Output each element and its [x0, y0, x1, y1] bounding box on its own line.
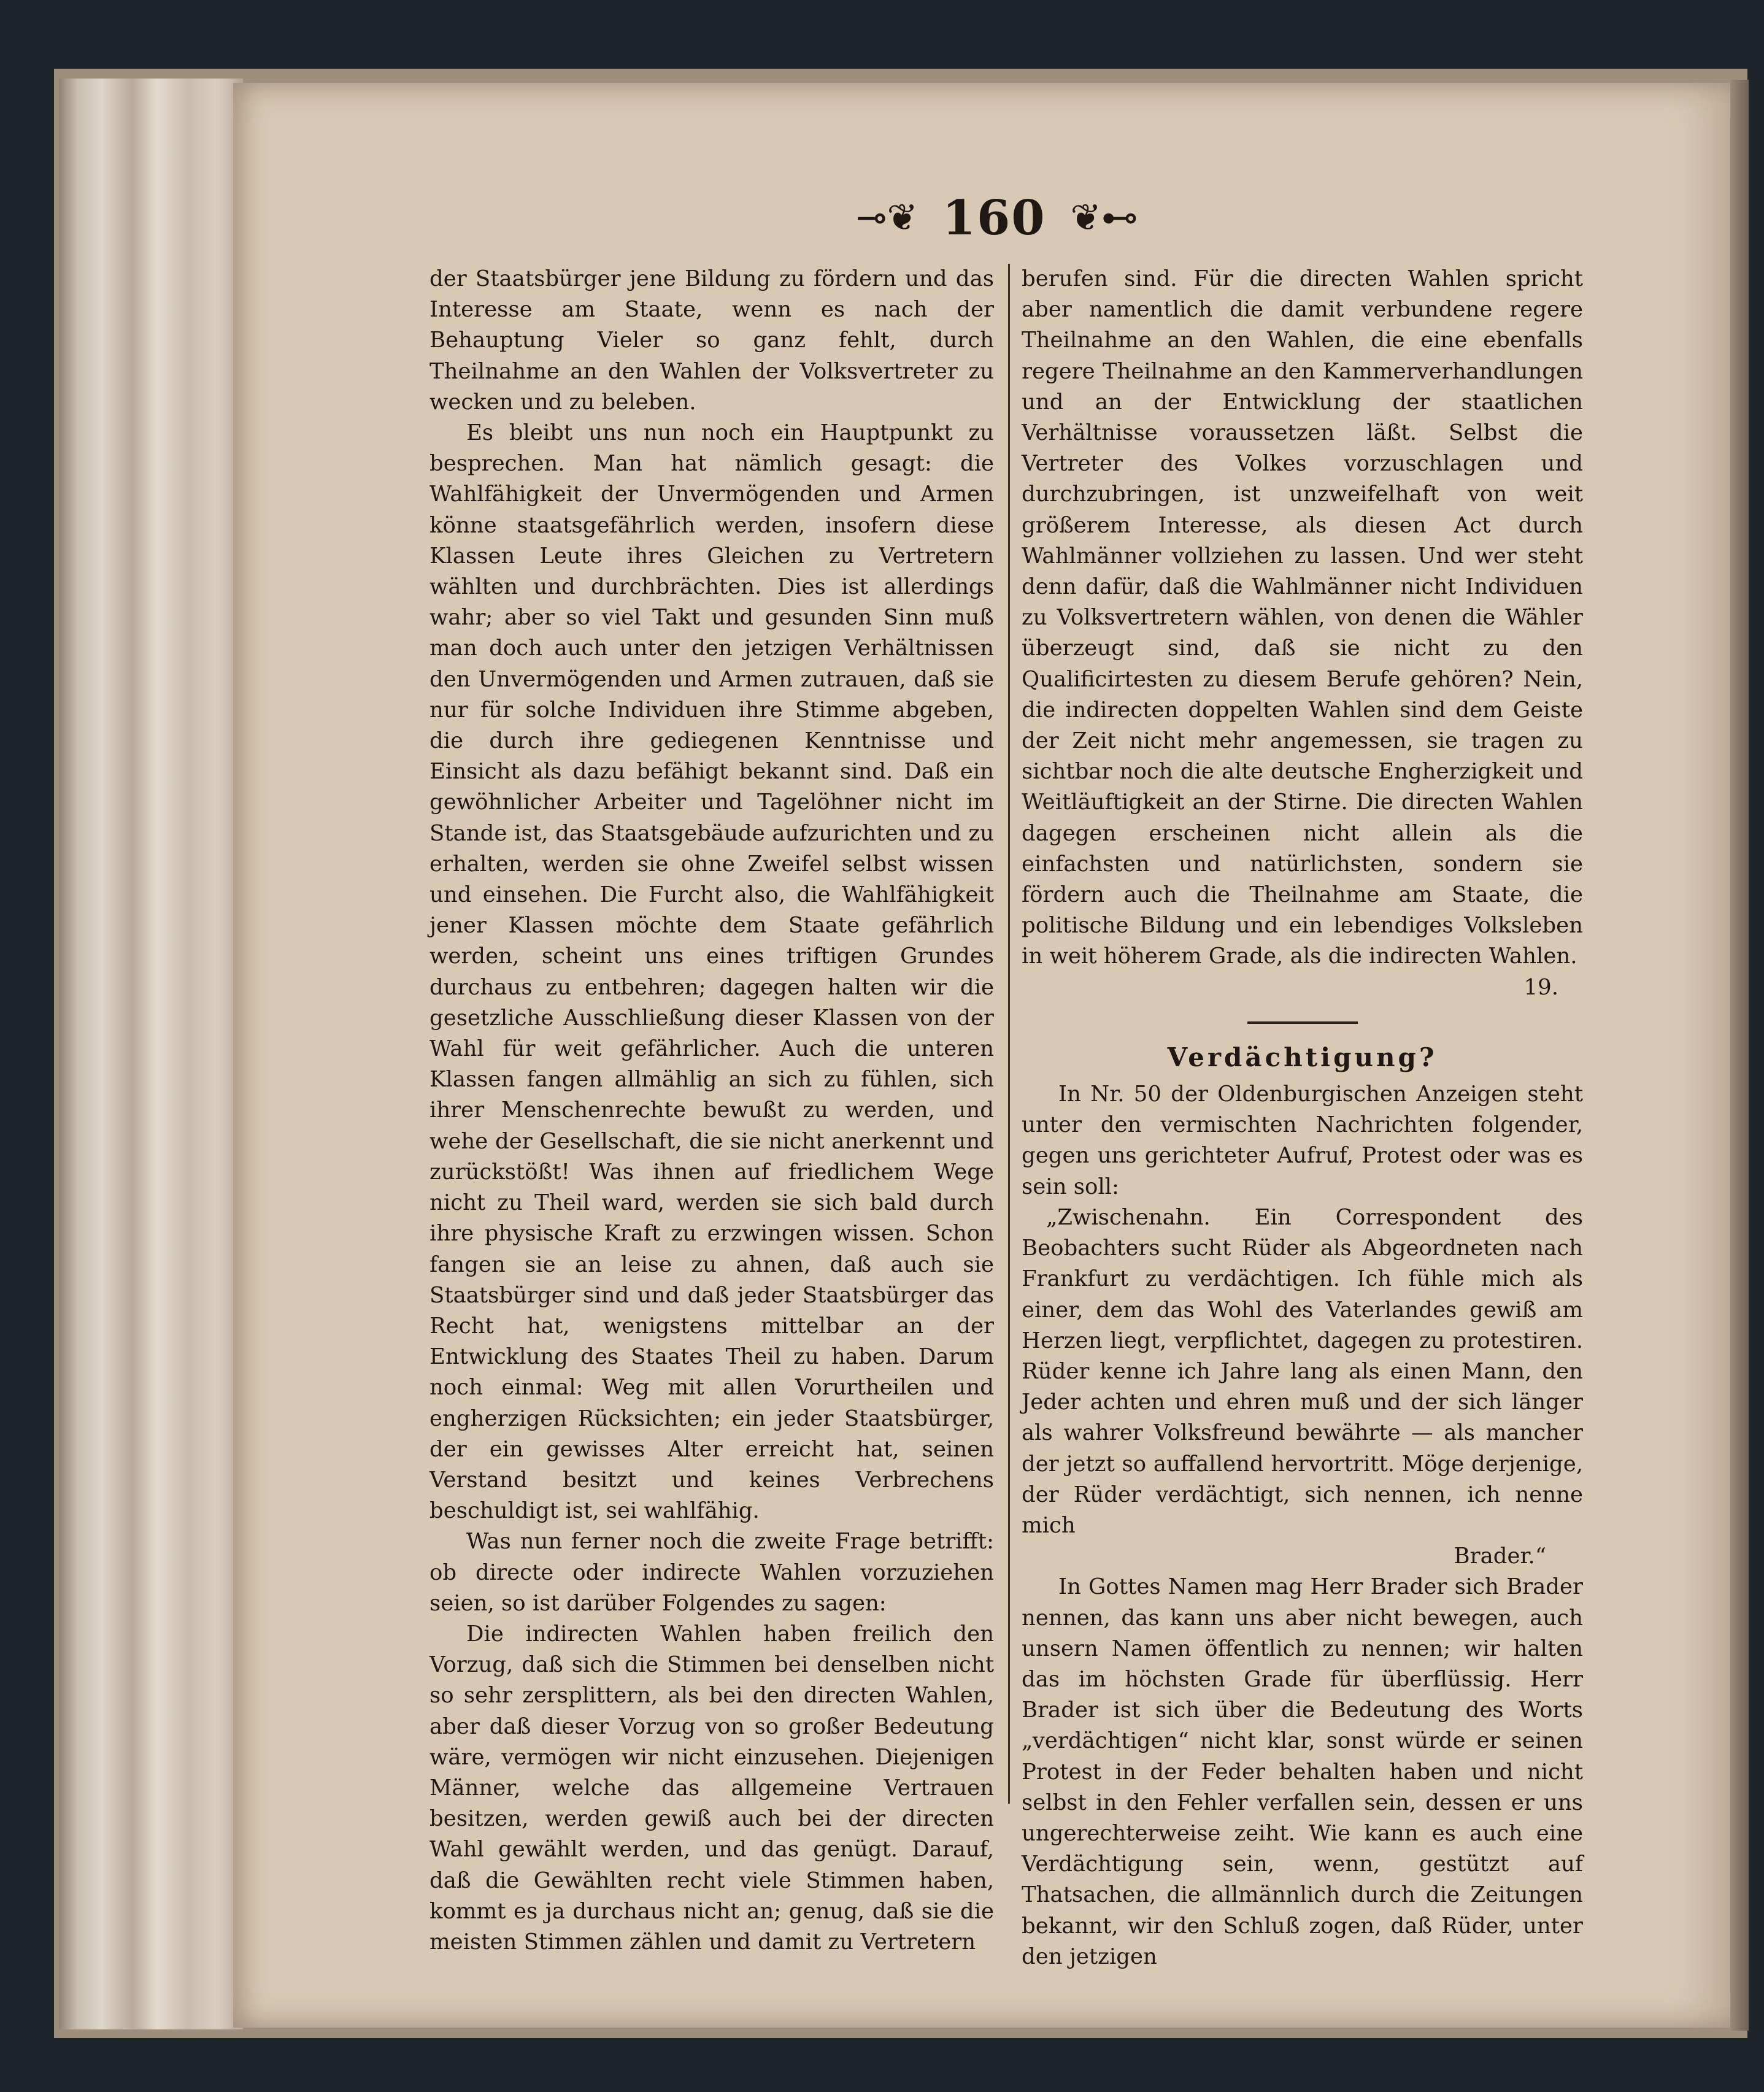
- article-signature: 19.: [1523, 974, 1558, 1000]
- paragraph-hauptpunkt: Es bleibt uns nun noch ein Hauptpunkt zu besprechen. Man hat nämlich gesagt: die Wahlfähigkeit der Unvermögenden und Armen könne staatsgefährlich werden, insofern diese Klassen Leute ihres Gleichen zu Vertretern wählten und durchbrächten. Dies ist allerdings wahr; aber so viel Takt und gesunden Sinn muß man doch auch unter den jetzigen Verhältnissen den Unvermögenden und Armen zutrauen, daß sie nur für solche Individuen ihre Stimme abgeben, die durch ihre gediegenen Kenntnisse und Einsicht als dazu befähigt bekannt sind. Daß ein gewöhnlicher Arbeiter und Tagelöhner nicht im Stande ist, das Staatsgebäude aufzurichten und zu erhalten, werden sie ohne Zweifel selbst wissen und einsehen. Die Furcht also, die Wahlfähigkeit jener Klassen möchte dem Staate gefährlich werden, scheint uns eines triftigen Grundes durchaus zu entbehren; dagegen halten wir die gesetzliche Ausschließung dieser Klassen von der Wahl für weit gefährlicher. Auch die unteren Klassen fangen allmählig an sich zu fühlen, sich ihrer Menschenrechte bewußt zu werden, und wehe der Gesellschaft, die sie nicht anerkennt und zurückstößt! Was ihnen auf friedlichem Wege nicht zu Theil ward, werden sie sich bald durch ihre physische Kraft zu erzwingen wissen. Schon fangen sie an leise zu ahnen, daß auch sie Staatsbürger sind und daß jeder Staatsbürger das Recht hat, wenigstens mittelbar an der Entwicklung des Staates Theil zu haben. Darum noch einmal: Weg mit allen Vorurtheilen und engherzigen Rücksichten; ein jeder Staatsbürger, der ein gewisses Alter erreicht hat, seinen Verstand besitzt und keines Verbrechens beschuldigt ist, sei wahlfähig.: [429, 420, 994, 1524]
- left-column: [429, 264, 994, 1958]
- right-column: [1022, 264, 1583, 1972]
- book-page-edges: [59, 79, 243, 2029]
- page-number: 160: [942, 190, 1046, 246]
- paragraph-directe-wahlen: berufen sind. Für die directen Wahlen spricht aber namentlich die damit verbundene regere Theilnahme an den Wahlen, die eine ebenfalls regere Theilnahme an den Kammerverhandlungen und an der Entwicklung der staatlichen Verhältnisse voraussetzen läßt. Selbst die Vertreter des Volkes vorzuschlagen und durchzubringen, ist unzweifelhaft von weit größerem Interesse, als diesen Act durch Wahlmänner vollziehen zu lassen. Und wer steht denn dafür, daß die Wahlmänner nicht Individuen zu Volksvertretern wählen, von denen die Wähler überzeugt sind, daß sie nicht zu den Qualificirtesten zu diesem Berufe gehören? Nein, die indirecten doppelten Wahlen sind dem Geiste der Zeit nicht mehr angemessen, sie tragen zu sichtbar noch die alte deutsche Engherzigkeit und Weitläuftigkeit an der Stirne. Die directen Wahlen dagegen erscheinen nicht allein als die einfachsten und natürlichsten, sondern sie fördern auch die Theilnahme am Staate, die politische Bildung und ein lebendiges Volksleben in weit höherem Grade, als die indirecten Wahlen.: [1022, 266, 1583, 969]
- paragraph-indirecte-wahlen: Die indirecten Wahlen haben freilich den Vorzug, daß sich die Stimmen bei denselben nicht so sehr zersplittern, als bei den directen Wahlen, aber daß dieser Vorzug von so großer Bedeutung wäre, vermögen wir nicht einzusehen. Diejenigen Männer, welche das allgemeine Vertrauen besitzen, werden gewiß auch bei der directen Wahl gewählt werden, und das genügt. Darauf, daß die Gewählten recht viele Stimmen haben, kommt es ja durchaus nicht an; genug, daß sie die meisten Stimmen zählen und damit zu Vertretern: [429, 1621, 994, 1955]
- section-divider: [1247, 1021, 1358, 1024]
- ornament-right-icon: ❦⊷: [1070, 196, 1138, 239]
- column-divider: [1008, 264, 1010, 1804]
- paragraph-intro: In Nr. 50 der Oldenburgischen Anzeigen steht unter den vermischten Nachrichten folgender, gegen uns gerichteter Aufruf, Protest oder was es sein soll:: [1022, 1082, 1583, 1199]
- paragraph-zweite-frage: Was nun ferner noch die zweite Frage betrifft: ob directe oder indirecte Wahlen vorzuziehen seien, so ist darüber Folgendes zu sagen:: [429, 1529, 994, 1616]
- page-header: [856, 184, 1138, 252]
- quote-signature: Brader.“: [1454, 1544, 1546, 1569]
- paragraph-continuation: der Staatsbürger jene Bildung zu fördern und das Interesse am Staate, wenn es nach der Behauptung Vieler so ganz fehlt, durch Theilnahme an den Wahlen der Volksvertreter zu wecken und zu beleben.: [429, 266, 994, 415]
- quote-text: „Zwischenahn. Ein Correspondent des Beobachters sucht Rüder als Abgeordneten nach Frankfurt zu verdächtigen. Ich fühle mich als einer, dem das Wohl des Vaterlandes gewiß am Herzen liegt, verpflichtet, dagegen zu protestiren. Rüder kenne ich Jahre lang als einen Mann, den Jeder achten und ehren muß und der sich länger als wahrer Volksfreund bewährte — als mancher der jetzt so auffallend hervortritt. Möge derjenige, der Rüder verdächtigt, sich nennen, ich nenne mich: [1022, 1204, 1583, 1538]
- quoted-notice: [1022, 1202, 1583, 1572]
- book-right-edge: [1730, 80, 1749, 2031]
- paragraph-response: In Gottes Namen mag Herr Brader sich Brader nennen, das kann uns aber nicht bewegen, auch unsern Namen öffentlich zu nennen; wir halten das im höchsten Grade für überflüssig. Herr Brader ist sich über die Bedeutung des Worts „verdächtigen“ nicht klar, sonst würde er seinen Protest in der Feder behalten haben und nicht selbst in den Fehler verfallen sein, dessen er uns ungerechterweise zeiht. Wie kann es auch eine Verdächtigung sein, wenn, gestützt auf Thatsachen, die allmännlich durch die Zeitungen bekannt, wir den Schluß zogen, daß Rüder, unter den jetzigen: [1022, 1574, 1583, 1969]
- section-title: Verdächtigung?: [1167, 1042, 1438, 1072]
- ornament-left-icon: ⊸❦: [856, 196, 918, 239]
